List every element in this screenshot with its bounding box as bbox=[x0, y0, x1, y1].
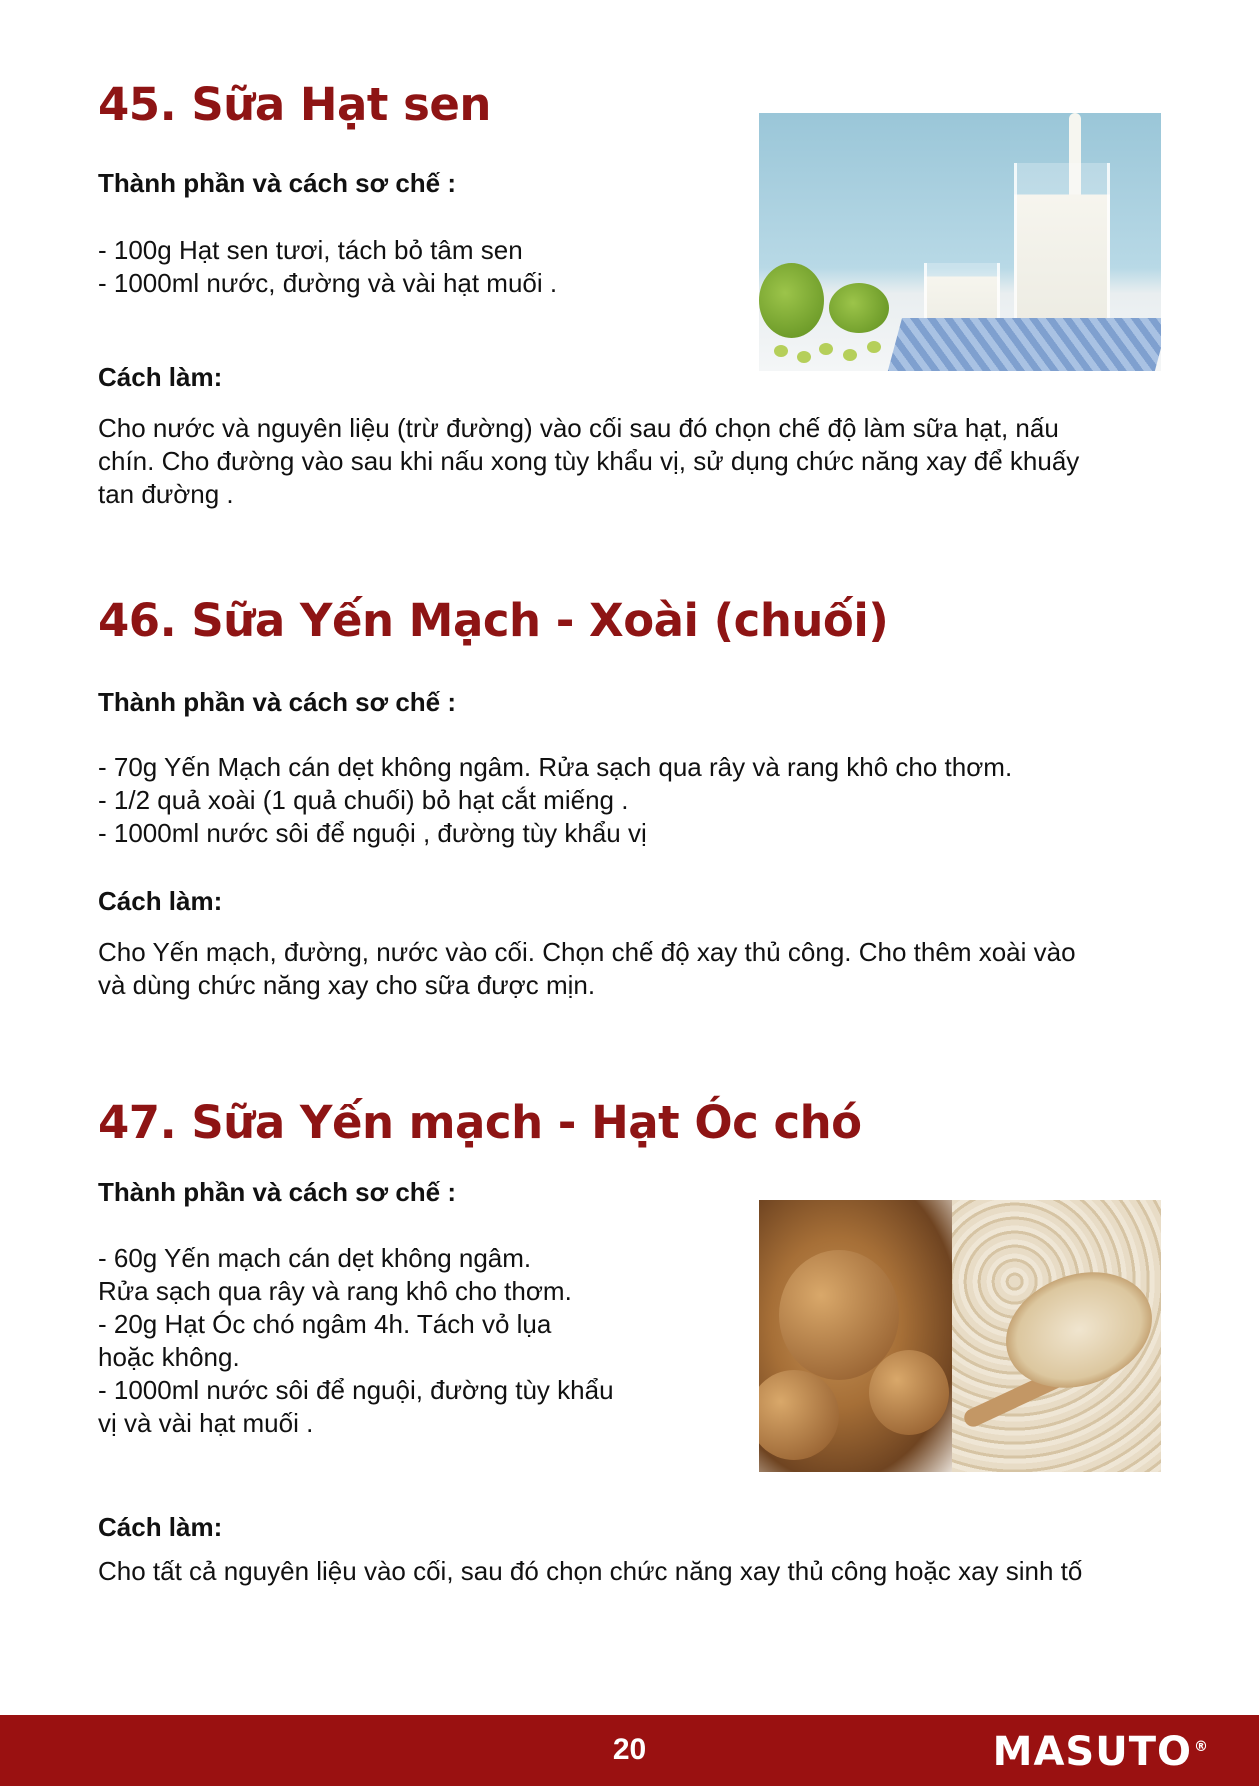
recipe-47-title: 47. Sữa Yến mạch - Hạt Óc chó bbox=[98, 1096, 862, 1149]
lotus-seed bbox=[819, 343, 833, 355]
ingredient-line: - 1000ml nước sôi để nguội , đường tùy khẩu vị bbox=[98, 818, 647, 848]
recipe-45-method bbox=[98, 412, 1178, 511]
lotus-seed-milk-photo bbox=[759, 113, 1161, 371]
ingredient-line: - 1000ml nước, đường và vài hạt muối . bbox=[98, 268, 558, 298]
recipe-46-ingredients-heading: Thành phần và cách sơ chế : bbox=[98, 687, 457, 717]
recipe-47-method bbox=[98, 1555, 1178, 1588]
recipe-47-ingredients-heading: Thành phần và cách sơ chế : bbox=[98, 1177, 457, 1207]
ingredient-line: hoặc không. bbox=[98, 1342, 240, 1372]
lotus-seed bbox=[797, 351, 811, 363]
ingredient-line: Rửa sạch qua rây và rang khô cho thơm. bbox=[98, 1276, 572, 1306]
ingredient-line: - 100g Hạt sen tươi, tách bỏ tâm sen bbox=[98, 235, 523, 265]
recipe-45-method-heading: Cách làm: bbox=[98, 362, 223, 392]
cloth bbox=[886, 318, 1161, 371]
recipe-46-method-heading: Cách làm: bbox=[98, 886, 223, 916]
recipe-46-ingredients bbox=[98, 751, 1012, 850]
lotus-pod bbox=[829, 283, 889, 333]
method-line: Cho tất cả nguyên liệu vào cối, sau đó chọn chức năng xay thủ công hoặc xay sinh tố bbox=[98, 1556, 1083, 1586]
lotus-seed bbox=[774, 345, 788, 357]
ingredient-line: - 20g Hạt Óc chó ngâm 4h. Tách vỏ lụa bbox=[98, 1309, 552, 1339]
brand-name: MASUTO bbox=[992, 1729, 1192, 1775]
recipe-45-title: 45. Sữa Hạt sen bbox=[98, 78, 491, 131]
lotus-pod bbox=[759, 263, 824, 338]
walnut bbox=[869, 1350, 949, 1435]
ingredient-line: vị và vài hạt muối . bbox=[98, 1408, 314, 1438]
ingredient-line: - 70g Yến Mạch cán dẹt không ngâm. Rửa sạch qua rây và rang khô cho thơm. bbox=[98, 752, 1013, 782]
lotus-seed bbox=[867, 341, 881, 353]
page-footer bbox=[0, 1715, 1259, 1786]
recipe-46-title: 46. Sữa Yến Mạch - Xoài (chuối) bbox=[98, 594, 889, 647]
method-line: và dùng chức năng xay cho sữa được mịn. bbox=[98, 970, 596, 1000]
tall-glass bbox=[1014, 163, 1110, 341]
recipe-45-ingredients-heading: Thành phần và cách sơ chế : bbox=[98, 168, 457, 198]
page-number: 20 bbox=[612, 1733, 647, 1766]
method-line: Cho Yến mạch, đường, nước vào cối. Chọn chế độ xay thủ công. Cho thêm xoài vào bbox=[98, 937, 1076, 967]
recipe-47-ingredients bbox=[98, 1242, 614, 1440]
ingredient-line: - 1000ml nước sôi để nguội, đường tùy khẩu bbox=[98, 1375, 614, 1405]
lotus-seed bbox=[843, 349, 857, 361]
recipe-46-method bbox=[98, 936, 1178, 1002]
brand-logo bbox=[993, 1729, 1209, 1775]
registered-mark: ® bbox=[1194, 1738, 1209, 1755]
ingredient-line: - 1/2 quả xoài (1 quả chuối) bỏ hạt cắt miếng . bbox=[98, 785, 629, 815]
method-line: chín. Cho đường vào sau khi nấu xong tùy khẩu vị, sử dụng chức năng xay để khuấy bbox=[98, 446, 1080, 476]
recipe-45-ingredients bbox=[98, 234, 557, 300]
method-line: Cho nước và nguyên liệu (trừ đường) vào cối sau đó chọn chế độ làm sữa hạt, nấu bbox=[98, 413, 1059, 443]
walnut-oat-photo bbox=[759, 1200, 1161, 1472]
recipe-47-method-heading: Cách làm: bbox=[98, 1512, 223, 1542]
method-line: tan đường . bbox=[98, 479, 234, 509]
ingredient-line: - 60g Yến mạch cán dẹt không ngâm. bbox=[98, 1243, 532, 1273]
